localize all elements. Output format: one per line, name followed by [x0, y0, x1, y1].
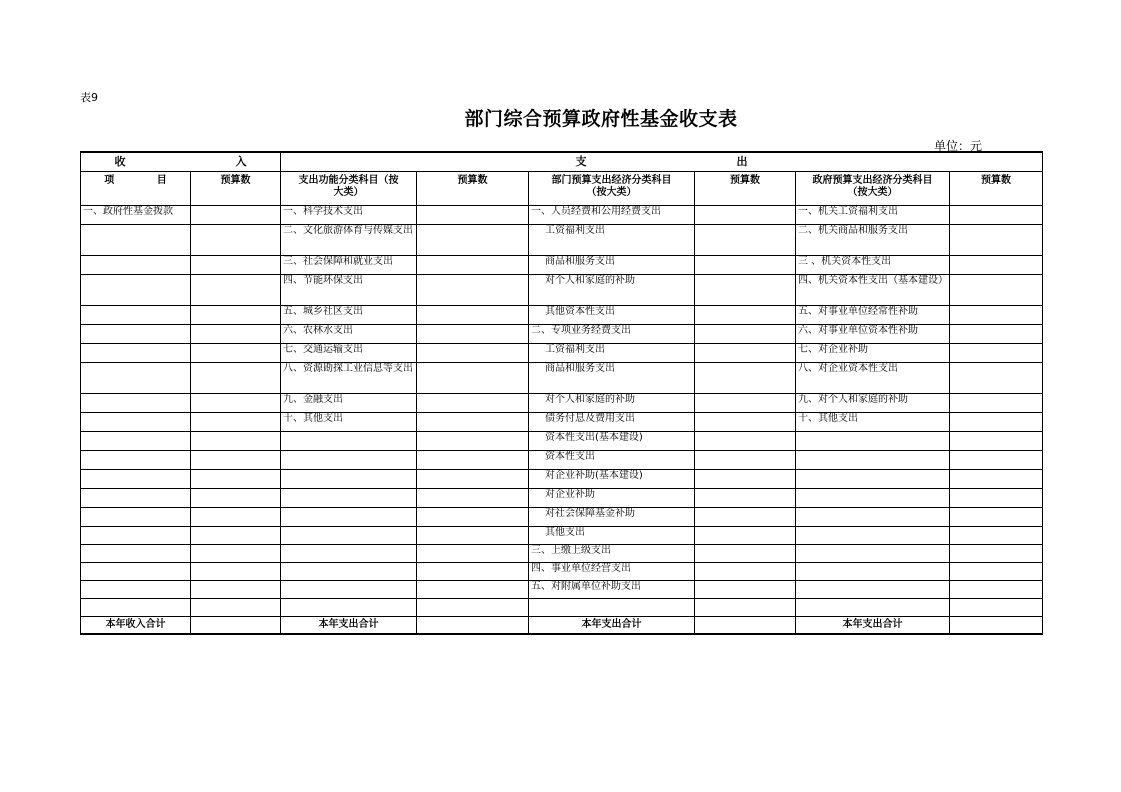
dept-item: 商品和服务支出 — [529, 363, 695, 394]
budget-cell — [950, 306, 1043, 325]
budget-cell — [191, 306, 281, 325]
budget-cell — [695, 363, 796, 394]
table-row — [81, 363, 1043, 394]
income-header-char-1: 收 — [114, 155, 126, 168]
budget-cell — [695, 508, 796, 527]
budget-cell — [191, 489, 281, 508]
budget-cell — [950, 206, 1043, 225]
budget-cell — [191, 617, 281, 635]
expense-section-header — [281, 152, 1043, 172]
budget-cell — [417, 225, 529, 256]
income-item — [81, 413, 191, 432]
budget-cell — [950, 545, 1043, 563]
budget-cell — [191, 545, 281, 563]
gov-item — [796, 489, 950, 508]
budget-cell — [950, 325, 1043, 344]
income-item — [81, 545, 191, 563]
budget-cell — [191, 563, 281, 581]
gov-item: 七、对企业补助 — [796, 344, 950, 363]
total-income-label: 本年收入合计 — [81, 617, 191, 635]
budget-cell — [417, 599, 529, 617]
func-item — [281, 599, 417, 617]
budget-cell — [417, 306, 529, 325]
gov-item: 二、机关商品和服务支出 — [796, 225, 950, 256]
table-row — [81, 599, 1043, 617]
table-row — [81, 489, 1043, 508]
dept-item: 一、人员经费和公用经费支出 — [529, 206, 695, 225]
dept-item: 对企业补助 — [529, 489, 695, 508]
col-header-func-class: 支出功能分类科目（按大类） — [281, 172, 417, 206]
budget-cell — [417, 470, 529, 489]
section-header-row — [81, 152, 1043, 172]
func-item — [281, 489, 417, 508]
budget-cell — [695, 275, 796, 306]
dept-item: 其他支出 — [529, 527, 695, 545]
func-item — [281, 470, 417, 489]
income-item — [81, 599, 191, 617]
budget-cell — [950, 275, 1043, 306]
expense-header-char-1: 支 — [575, 155, 587, 168]
budget-cell — [950, 470, 1043, 489]
col-header-item — [81, 172, 191, 206]
func-item: 三、社会保障和就业支出 — [281, 256, 417, 275]
func-item — [281, 581, 417, 599]
func-item: 二、文化旅游体育与传媒支出 — [281, 225, 417, 256]
budget-cell — [417, 617, 529, 635]
budget-cell — [695, 470, 796, 489]
budget-cell — [417, 545, 529, 563]
col-header-gov-budget: 预算数 — [950, 172, 1043, 206]
budget-cell — [417, 363, 529, 394]
budget-cell — [950, 617, 1043, 635]
income-item — [81, 275, 191, 306]
func-item: 一、科学技术支出 — [281, 206, 417, 225]
gov-item — [796, 581, 950, 599]
budget-cell — [950, 599, 1043, 617]
budget-cell — [191, 225, 281, 256]
budget-cell — [950, 489, 1043, 508]
income-item — [81, 489, 191, 508]
gov-item: 一、机关工资福利支出 — [796, 206, 950, 225]
income-item — [81, 225, 191, 256]
income-item — [81, 581, 191, 599]
budget-cell — [695, 432, 796, 451]
budget-table — [80, 151, 1043, 635]
dept-item: 对企业补助(基本建设) — [529, 470, 695, 489]
dept-item: 四、事业单位经营支出 — [529, 563, 695, 581]
table-row — [81, 394, 1043, 413]
total-row — [81, 617, 1043, 635]
func-item — [281, 451, 417, 470]
func-item: 八、资源勘探工业信息等支出 — [281, 363, 417, 394]
budget-cell — [417, 344, 529, 363]
income-item — [81, 344, 191, 363]
gov-item: 三 、机关资本性支出 — [796, 256, 950, 275]
budget-cell — [950, 563, 1043, 581]
item-char-2: 目 — [156, 175, 167, 186]
income-item — [81, 508, 191, 527]
dept-item: 工资福利支出 — [529, 344, 695, 363]
budget-cell — [950, 413, 1043, 432]
budget-cell — [695, 617, 796, 635]
gov-item — [796, 508, 950, 527]
table-row — [81, 545, 1043, 563]
budget-cell — [695, 225, 796, 256]
income-item — [81, 563, 191, 581]
budget-cell — [191, 256, 281, 275]
budget-cell — [695, 344, 796, 363]
gov-item — [796, 599, 950, 617]
income-item — [81, 470, 191, 489]
func-item: 四、节能环保支出 — [281, 275, 417, 306]
budget-cell — [695, 527, 796, 545]
table-row — [81, 256, 1043, 275]
budget-cell — [695, 545, 796, 563]
table-row — [81, 451, 1043, 470]
table-row — [81, 325, 1043, 344]
budget-cell — [417, 206, 529, 225]
table-row — [81, 225, 1043, 256]
func-item: 五、城乡社区支出 — [281, 306, 417, 325]
func-item — [281, 545, 417, 563]
dept-item: 对个人和家庭的补助 — [529, 394, 695, 413]
table-row — [81, 581, 1043, 599]
dept-item: 二、专项业务经费支出 — [529, 325, 695, 344]
dept-item: 资本性支出 — [529, 451, 695, 470]
income-item — [81, 325, 191, 344]
budget-cell — [695, 394, 796, 413]
income-item — [81, 394, 191, 413]
budget-cell — [695, 413, 796, 432]
budget-cell — [417, 325, 529, 344]
budget-cell — [191, 275, 281, 306]
budget-cell — [417, 275, 529, 306]
budget-cell — [695, 206, 796, 225]
budget-cell — [950, 451, 1043, 470]
table-row — [81, 470, 1043, 489]
budget-cell — [191, 527, 281, 545]
dept-item: 资本性支出(基本建设) — [529, 432, 695, 451]
column-header-row — [81, 172, 1043, 206]
budget-cell — [191, 394, 281, 413]
budget-cell — [417, 394, 529, 413]
budget-cell — [191, 508, 281, 527]
dept-item: 其他资本性支出 — [529, 306, 695, 325]
expense-header-char-2: 出 — [736, 155, 748, 168]
total-gov-label: 本年支出合计 — [796, 617, 950, 635]
budget-cell — [695, 306, 796, 325]
func-item — [281, 563, 417, 581]
dept-item: 工资福利支出 — [529, 225, 695, 256]
budget-cell — [695, 256, 796, 275]
budget-cell — [695, 581, 796, 599]
table-row — [81, 563, 1043, 581]
col-header-dept-econ-class: 部门预算支出经济分类科目（按大类） — [529, 172, 695, 206]
func-item: 七、交通运输支出 — [281, 344, 417, 363]
budget-cell — [950, 508, 1043, 527]
table-row — [81, 206, 1043, 225]
budget-cell — [417, 451, 529, 470]
budget-cell — [695, 563, 796, 581]
budget-cell — [417, 581, 529, 599]
budget-cell — [417, 413, 529, 432]
func-item — [281, 432, 417, 451]
budget-cell — [695, 325, 796, 344]
income-header-char-2: 入 — [235, 155, 247, 168]
gov-item: 九、对个人和家庭的补助 — [796, 394, 950, 413]
budget-cell — [191, 413, 281, 432]
func-item — [281, 508, 417, 527]
gov-item: 十、其他支出 — [796, 413, 950, 432]
dept-item: 对社会保障基金补助 — [529, 508, 695, 527]
budget-cell — [950, 363, 1043, 394]
income-section-header — [81, 152, 281, 172]
func-item: 九、金融支出 — [281, 394, 417, 413]
table-number: 表9 — [80, 91, 98, 104]
table-row — [81, 508, 1043, 527]
income-item: 一、政府性基金拨款 — [81, 206, 191, 225]
budget-cell — [191, 344, 281, 363]
col-header-gov-econ-class: 政府预算支出经济分类科目（按大类） — [796, 172, 950, 206]
budget-cell — [695, 489, 796, 508]
total-func-label: 本年支出合计 — [281, 617, 417, 635]
budget-cell — [950, 344, 1043, 363]
budget-cell — [950, 527, 1043, 545]
func-item: 十、其他支出 — [281, 413, 417, 432]
gov-item — [796, 432, 950, 451]
budget-cell — [191, 451, 281, 470]
budget-cell — [191, 599, 281, 617]
budget-cell — [191, 325, 281, 344]
income-item — [81, 306, 191, 325]
budget-cell — [417, 508, 529, 527]
table-row — [81, 432, 1043, 451]
dept-item — [529, 599, 695, 617]
gov-item — [796, 545, 950, 563]
budget-cell — [417, 256, 529, 275]
dept-item: 债务付息及费用支出 — [529, 413, 695, 432]
budget-cell — [191, 470, 281, 489]
budget-cell — [191, 432, 281, 451]
income-item — [81, 451, 191, 470]
budget-cell — [950, 394, 1043, 413]
total-dept-label: 本年支出合计 — [529, 617, 695, 635]
budget-cell — [950, 225, 1043, 256]
budget-cell — [417, 527, 529, 545]
budget-cell — [950, 432, 1043, 451]
gov-item — [796, 451, 950, 470]
col-header-dept-budget: 预算数 — [695, 172, 796, 206]
budget-cell — [191, 581, 281, 599]
budget-cell — [191, 363, 281, 394]
page-title: 部门综合预算政府性基金收支表 — [464, 108, 738, 130]
budget-cell — [695, 599, 796, 617]
budget-cell — [191, 206, 281, 225]
table-row — [81, 306, 1043, 325]
budget-cell — [417, 432, 529, 451]
budget-cell — [417, 489, 529, 508]
budget-cell — [695, 451, 796, 470]
gov-item: 六、对事业单位资本性补助 — [796, 325, 950, 344]
dept-item: 五、对附属单位补助支出 — [529, 581, 695, 599]
dept-item: 商品和服务支出 — [529, 256, 695, 275]
dept-item: 对个人和家庭的补助 — [529, 275, 695, 306]
gov-item: 八、对企业资本性支出 — [796, 363, 950, 394]
func-item: 六、农林水支出 — [281, 325, 417, 344]
budget-cell — [417, 563, 529, 581]
income-item — [81, 432, 191, 451]
budget-cell — [950, 256, 1043, 275]
unit-label: 单位：元 — [934, 139, 983, 153]
income-item — [81, 363, 191, 394]
func-item — [281, 527, 417, 545]
gov-item — [796, 527, 950, 545]
col-header-func-budget: 预算数 — [417, 172, 529, 206]
dept-item: 三、上缴上级支出 — [529, 545, 695, 563]
gov-item — [796, 470, 950, 489]
table-row — [81, 275, 1043, 306]
item-char-1: 项 — [104, 175, 115, 186]
col-header-income-budget: 预算数 — [191, 172, 281, 206]
gov-item: 四、机关资本性支出（基本建设） — [796, 275, 950, 306]
budget-cell — [950, 581, 1043, 599]
income-item — [81, 256, 191, 275]
table-row — [81, 344, 1043, 363]
gov-item — [796, 563, 950, 581]
table-row — [81, 527, 1043, 545]
table-row — [81, 413, 1043, 432]
gov-item: 五、对事业单位经常性补助 — [796, 306, 950, 325]
income-item — [81, 527, 191, 545]
